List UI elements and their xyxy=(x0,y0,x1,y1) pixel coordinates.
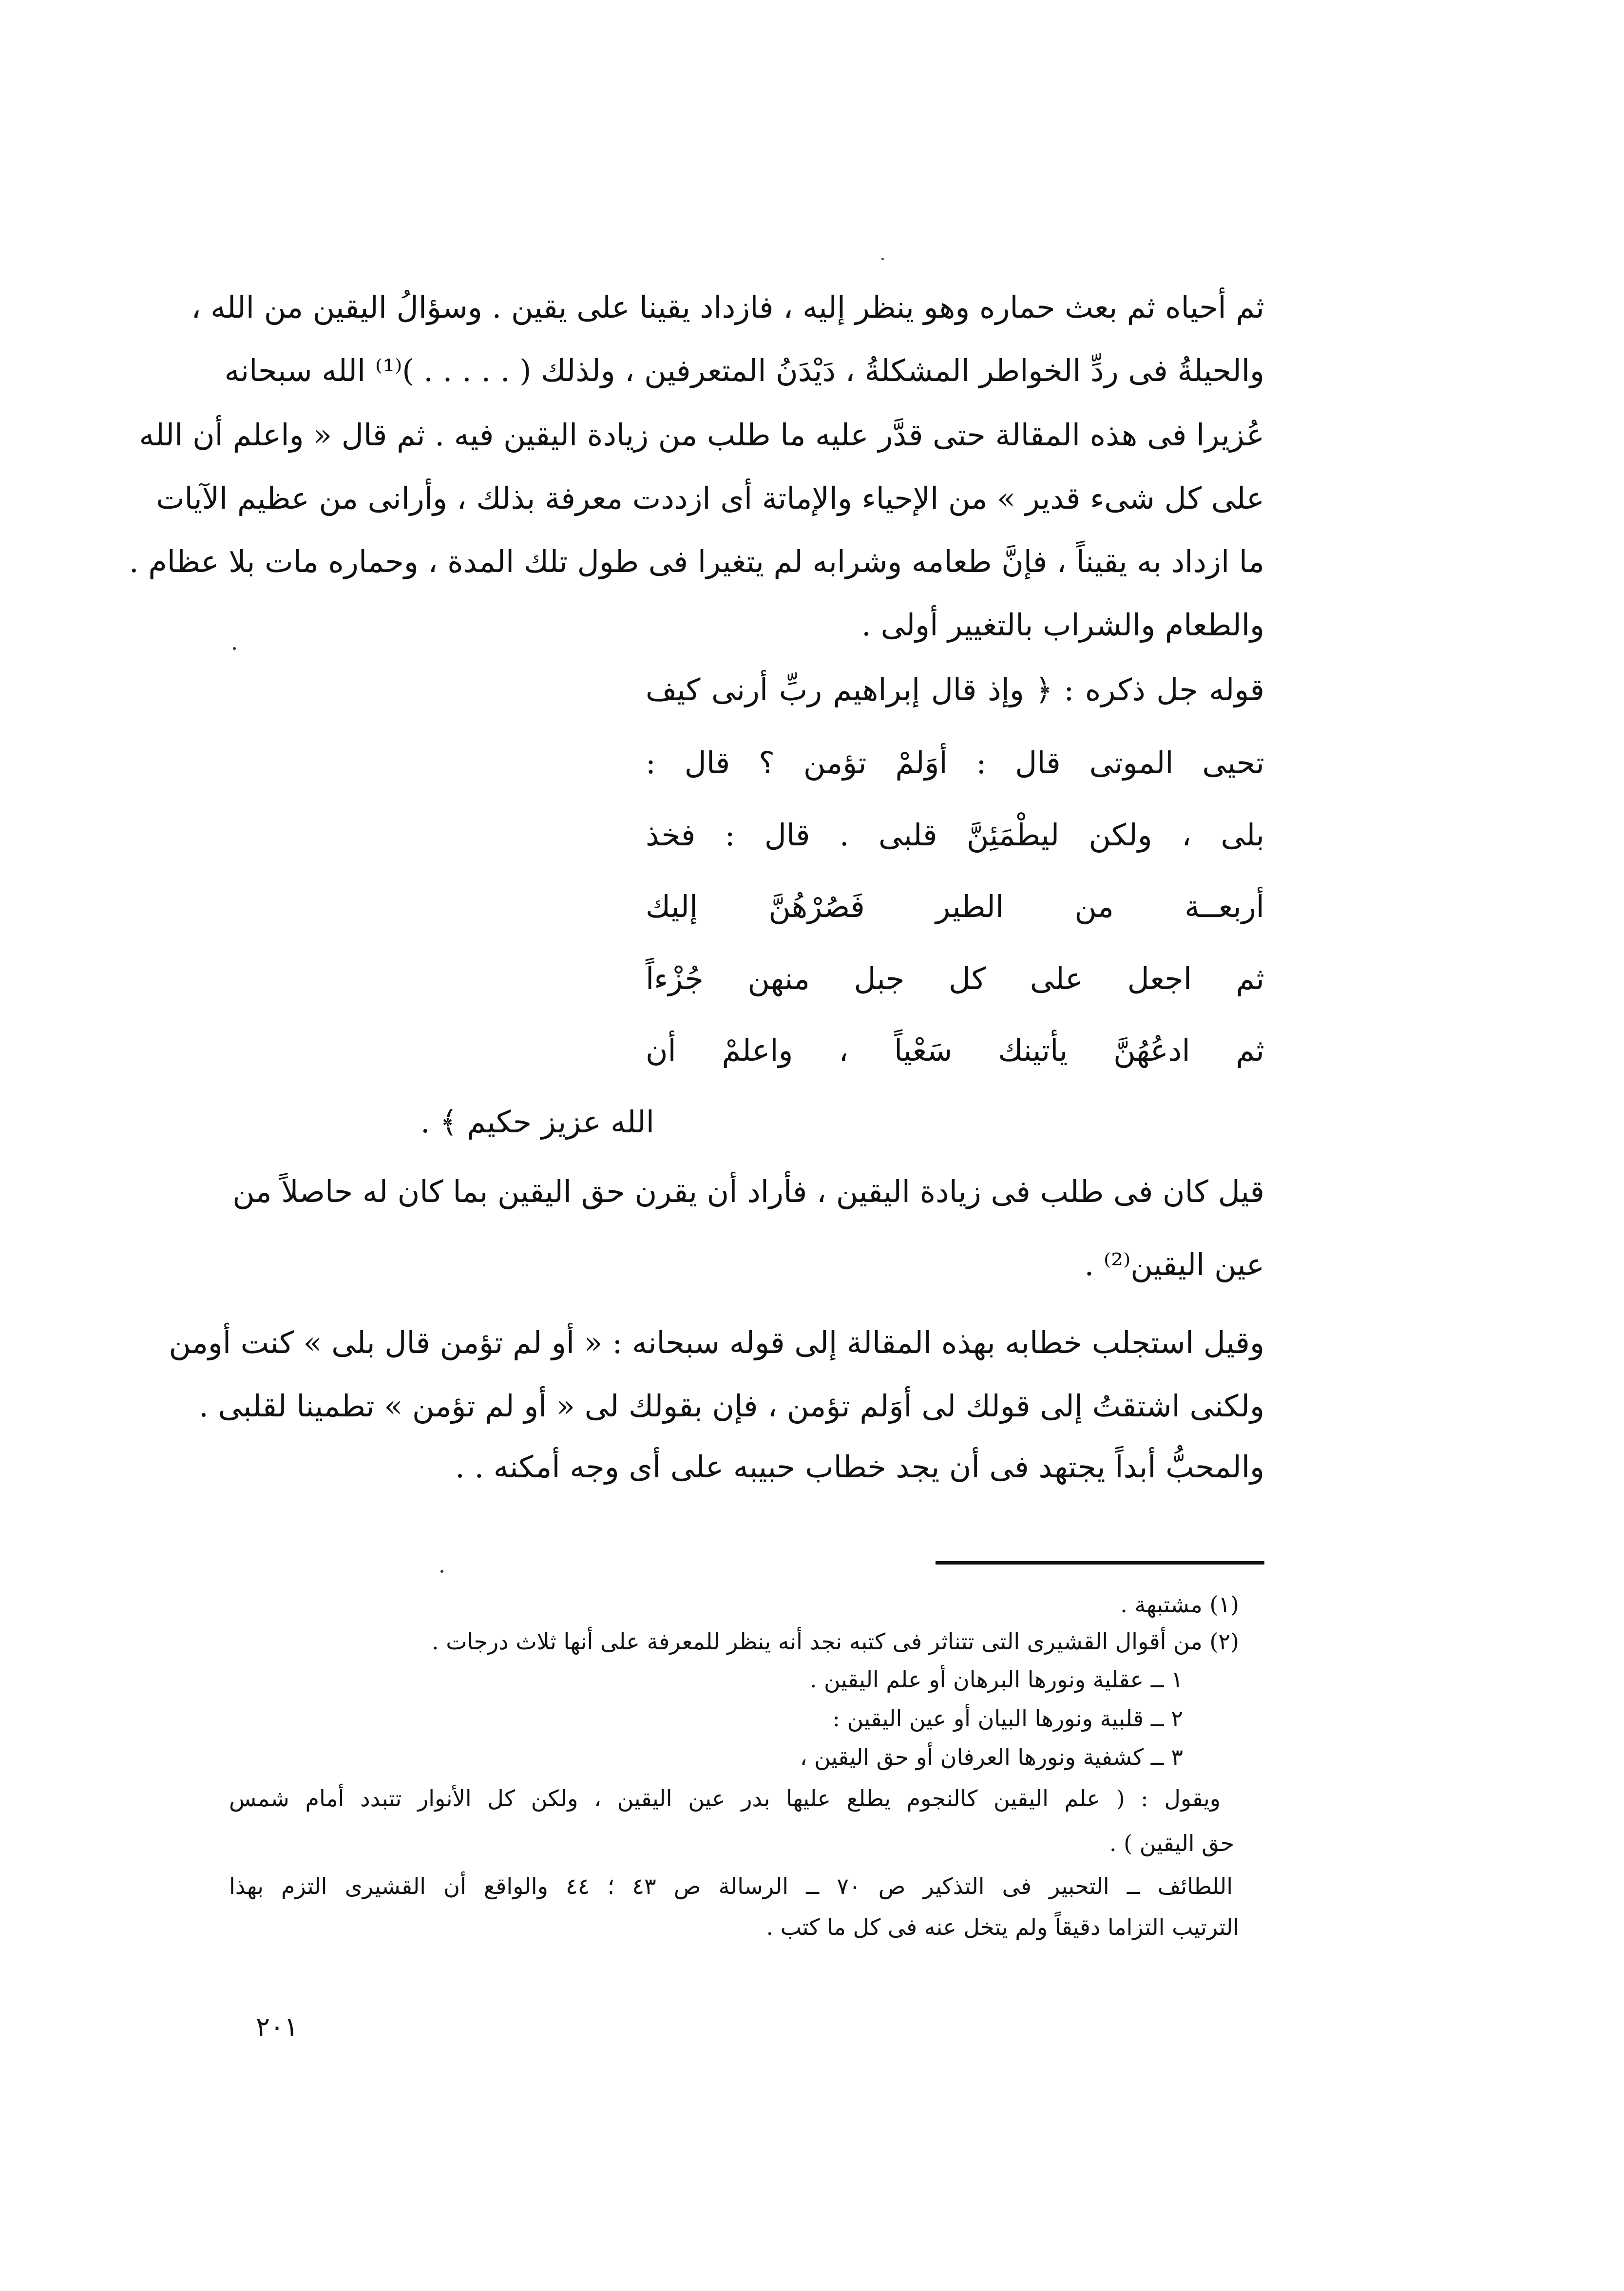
verse-line: قوله جل ذكره : ﴿ وإذ قال إبراهيم ربِّ أرنى كيف xyxy=(646,672,1264,707)
verse-line: ثم اجعل على كل جبل منهن جُزْءاً xyxy=(646,961,1264,996)
verse-line: أربعــة من الطير فَصُرْهُنَّ إليك xyxy=(646,889,1264,924)
footnote-2-item: ٢ ــ قلبية ونورها البيان أو عين اليقين : xyxy=(832,1705,1183,1732)
verse-line: ثم ادعُهُنَّ يأتينك سَعْياً ، واعلمْ أن xyxy=(646,1032,1264,1068)
text-line: عُزيرا فى هذه المقالة حتى قدَّر عليه ما طلب من زيادة اليقين فيه . ثم قال « واعلم أن الله xyxy=(139,417,1264,453)
verse-line: الله عزيز حكيم ﴾ . xyxy=(420,1104,654,1140)
footnote-2-item: ١ ــ عقلية ونورها البرهان أو علم اليقين . xyxy=(809,1666,1183,1693)
scan-speck xyxy=(881,258,884,260)
text-line: وقيل استجلب خطابه بهذه المقالة إلى قوله سبحانه : « أو لم تؤمن قال بلى » كنت أومن xyxy=(169,1325,1264,1360)
footnote-2-source-end: الترتيب التزاما دقيقاً ولم يتخل عنه فى كل ما كتب . xyxy=(766,1914,1239,1940)
verse-line: تحيى الموتى قال : أوَلمْ تؤمن ؟ قال : xyxy=(646,745,1264,781)
verse-line: بلى ، ولكن ليطْمَئِنَّ قلبى . قال : فخذ xyxy=(646,817,1264,853)
text-line: على كل شىء قدير » من الإحياء والإماتة أى ازددت معرفة بذلك ، وأرانى من عظيم الآيات xyxy=(156,480,1264,516)
page-number: ٢٠١ xyxy=(256,2011,299,2042)
text-line: والطعام والشراب بالتغيير أولى . xyxy=(861,607,1264,643)
scan-speck xyxy=(440,1570,443,1573)
footnote-1: (١) مشتبهة . xyxy=(1120,1591,1239,1618)
footnote-2-source: اللطائف ــ التحبير فى التذكير ص ٧٠ ــ الرسالة ص ٤٣ ؛ ٤٤ والواقع أن القشيرى التزم بهذا xyxy=(229,1873,1233,1899)
footnote-2-quote-end: حق اليقين ) . xyxy=(1109,1830,1234,1856)
text-line: ولكنى اشتقتُ إلى قولك لى أوَلم تؤمن ، فإن بقولك لى « أو لم تؤمن » تطمينا لقلبى . xyxy=(199,1388,1264,1424)
footnote-2-quote: ويقول : ( علم اليقين كالنجوم يطلع عليها بدر عين اليقين ، ولكن كل الأنوار تتبدد أمام شمس xyxy=(229,1785,1221,1812)
footnote-2: (٢) من أقوال القشيرى التى تتناثر فى كتبه نجد أنه ينظر للمعرفة على أنها ثلاث درجات . xyxy=(432,1628,1239,1655)
text-line: والحيلةُ فى ردِّ الخواطر المشكلةُ ، دَيْدَنُ المتعرفين ، ولذلك ( . . . . . )⁽¹⁾ الله سبحانه xyxy=(224,353,1264,388)
footnote-separator xyxy=(936,1561,1264,1565)
text-line: والمحبُّ أبداً يجتهد فى أن يجد خطاب حبيبه على أى وجه أمكنه . . xyxy=(455,1449,1264,1485)
text-line: عين اليقين⁽²⁾ . xyxy=(1084,1247,1264,1282)
text-line: ثم أحياه ثم بعث حماره وهو ينظر إليه ، فازداد يقينا على يقين . وسؤالُ اليقين من الله ، xyxy=(191,289,1264,325)
text-line: ما ازداد به يقيناً ، فإنَّ طعامه وشرابه لم يتغيرا فى طول تلك المدة ، وحماره مات بلا عظام . xyxy=(129,544,1264,579)
scan-speck xyxy=(233,647,236,650)
footnote-2-item: ٣ ــ كشفية ونورها العرفان أو حق اليقين ، xyxy=(800,1744,1183,1770)
text-line: قيل كان فى طلب فى زيادة اليقين ، فأراد أن يقرن حق اليقين بما كان له حاصلاً من xyxy=(232,1174,1264,1209)
